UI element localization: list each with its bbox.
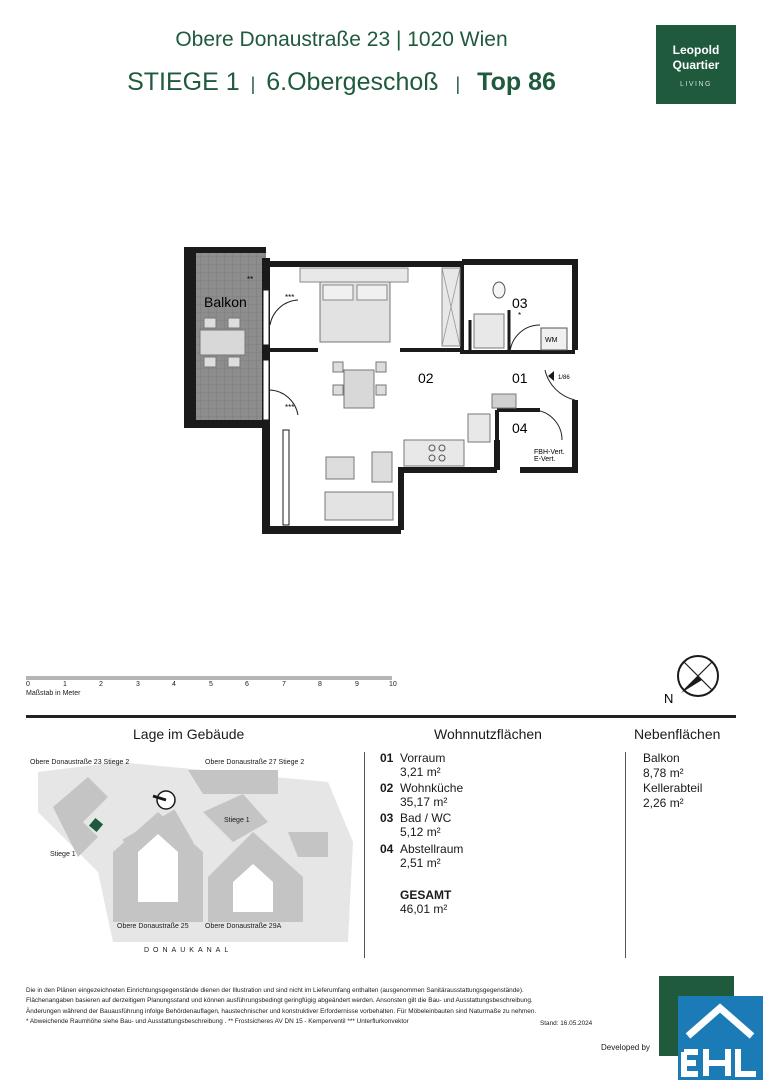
canal-label: DONAUKANAL [144, 947, 233, 954]
kitchen-counter [404, 440, 464, 466]
room-entry [380, 842, 463, 870]
north-label: N [664, 691, 674, 706]
scale-bar-line [26, 676, 392, 680]
room-name: Bad / WC [400, 811, 452, 825]
north-arrow [660, 652, 730, 707]
dining-table [344, 370, 374, 408]
neben-item-area: 8,78 m² [643, 766, 684, 780]
room-entry [380, 751, 445, 779]
room-04-label: 04 [512, 420, 528, 436]
total-value: 46,01 m² [400, 902, 448, 916]
neben-title: Nebenflächen [634, 726, 721, 742]
scale-tick: 0 [26, 681, 30, 688]
ehl-logo [678, 996, 763, 1080]
scale-tick: 9 [355, 681, 359, 688]
address-title: Obere Donaustraße 23 | 1020 Wien [175, 28, 508, 51]
scale-tick: 7 [282, 681, 286, 688]
floor-label: 6.Obergeschoß [266, 68, 439, 96]
lage-label: Obere Donaustraße 27 Stiege 2 [205, 759, 305, 766]
lage-title: Lage im Gebäude [133, 726, 245, 742]
logo-line3: LIVING [680, 81, 712, 88]
disclaimer-line: Flächenangaben basieren auf derzeitigem Planungsstand und können ausführungsbedingt geringfügig abgeändert werden. Ansonsten gilt die Bau- und Ausstattungsbeschreibung. [26, 997, 533, 1005]
column-divider [364, 752, 365, 958]
neben-item-name: Kellerabteil [643, 781, 703, 795]
neben-item-name: Balkon [643, 751, 680, 765]
room-number: 04 [380, 842, 394, 856]
disclaimer [26, 986, 616, 1028]
scale-tick: 6 [245, 681, 249, 688]
e-vert-label: E-Vert. [534, 456, 556, 463]
divider [26, 715, 736, 718]
room-03-label: 03 [512, 295, 528, 311]
scale-caption: Maßstab in Meter [26, 690, 81, 697]
lage-label: Stiege 1 [50, 851, 76, 858]
room-entry [380, 781, 463, 809]
wm-label: WM [545, 337, 558, 344]
room-area: 3,21 m² [400, 765, 441, 779]
developed-by: Developed by [601, 1043, 650, 1052]
note-stars-3: *** [285, 403, 295, 412]
toilet [493, 282, 505, 298]
room-area: 2,51 m² [400, 856, 441, 870]
site-plan [28, 752, 358, 952]
balcony-wall [184, 420, 266, 428]
fbh-vert-label: FBH-Vert. [534, 449, 565, 456]
lage-label: Obere Donaustraße 29A [205, 923, 282, 930]
room-area: 35,17 m² [400, 795, 448, 809]
room-number: 02 [380, 781, 394, 795]
balcony-wall [184, 247, 266, 253]
scale-tick: 5 [209, 681, 213, 688]
separator: | [455, 74, 461, 94]
scale-tick: 8 [318, 681, 322, 688]
column-divider [625, 752, 626, 958]
room-entry [380, 811, 451, 839]
room-number: 01 [380, 751, 394, 765]
stair-label: STIEGE 1 [127, 68, 240, 96]
scale-tick: 1 [63, 681, 67, 688]
sofa [325, 492, 393, 520]
room-02-label: 02 [418, 370, 434, 386]
shower [474, 314, 504, 348]
balkon-label: Balkon [204, 294, 247, 310]
room-area: 5,12 m² [400, 825, 441, 839]
lage-label: Obere Donaustraße 25 [117, 923, 189, 930]
total-label: GESAMT [400, 888, 452, 902]
separator: | [250, 74, 256, 94]
note-stars-2: ** [247, 275, 254, 284]
room-number: 03 [380, 811, 394, 825]
room-name: Abstellraum [400, 842, 464, 856]
room-01-label: 01 [512, 370, 528, 386]
neben-item-area: 2,26 m² [643, 796, 684, 810]
logo-line1: Leopold [672, 43, 720, 57]
lage-label: Obere Donaustraße 23 Stiege 2 [30, 759, 130, 766]
scale-tick: 3 [136, 681, 140, 688]
outer-walls [266, 258, 575, 530]
note-stars-3: *** [285, 293, 295, 302]
disclaimer-line: Die in den Plänen eingezeichneten Einrichtungsgegenstände dienen der Illustration und sind nicht im Lieferumfang enthalten (ausgenommen Sanitärausstattungsgegenstände). [26, 987, 524, 994]
disclaimer-line: * Abweichende Raumhöhe siehe Bau- und Ausstattungsbeschreibung . ** Frostsicheres AV DN 15 - Kemperventil *** Unterflurkonvektor [26, 1018, 409, 1026]
scale-tick: 2 [99, 681, 103, 688]
wohnnutz-title: Wohnnutzflächen [434, 726, 542, 742]
note-star: * [518, 311, 522, 320]
logo-line2: Quartier [672, 58, 720, 72]
room-name: Wohnküche [400, 781, 464, 795]
scale-tick: 4 [172, 681, 176, 688]
unit-number: Top 86 [477, 68, 556, 96]
scale-bar [26, 676, 406, 706]
room-name: Vorraum [400, 751, 446, 765]
stand-date: Stand: 16.05.2024 [540, 1020, 593, 1027]
balcony-table [200, 330, 245, 355]
north-pointer [681, 676, 702, 693]
total-area [400, 888, 451, 916]
door-number: 1/86 [558, 375, 570, 381]
scale-tick: 10 [389, 681, 397, 688]
balcony-wall [184, 247, 196, 427]
lage-label: Stiege 1 [224, 817, 250, 824]
disclaimer-line: Änderungen während der Bauausführung infolge Behördenauflagen, haustechnischer und konstruktiver Erfordernisse vorbehalten. Für Möbeleinbauten sind Naturmaße zu nehmen. [26, 1007, 537, 1015]
